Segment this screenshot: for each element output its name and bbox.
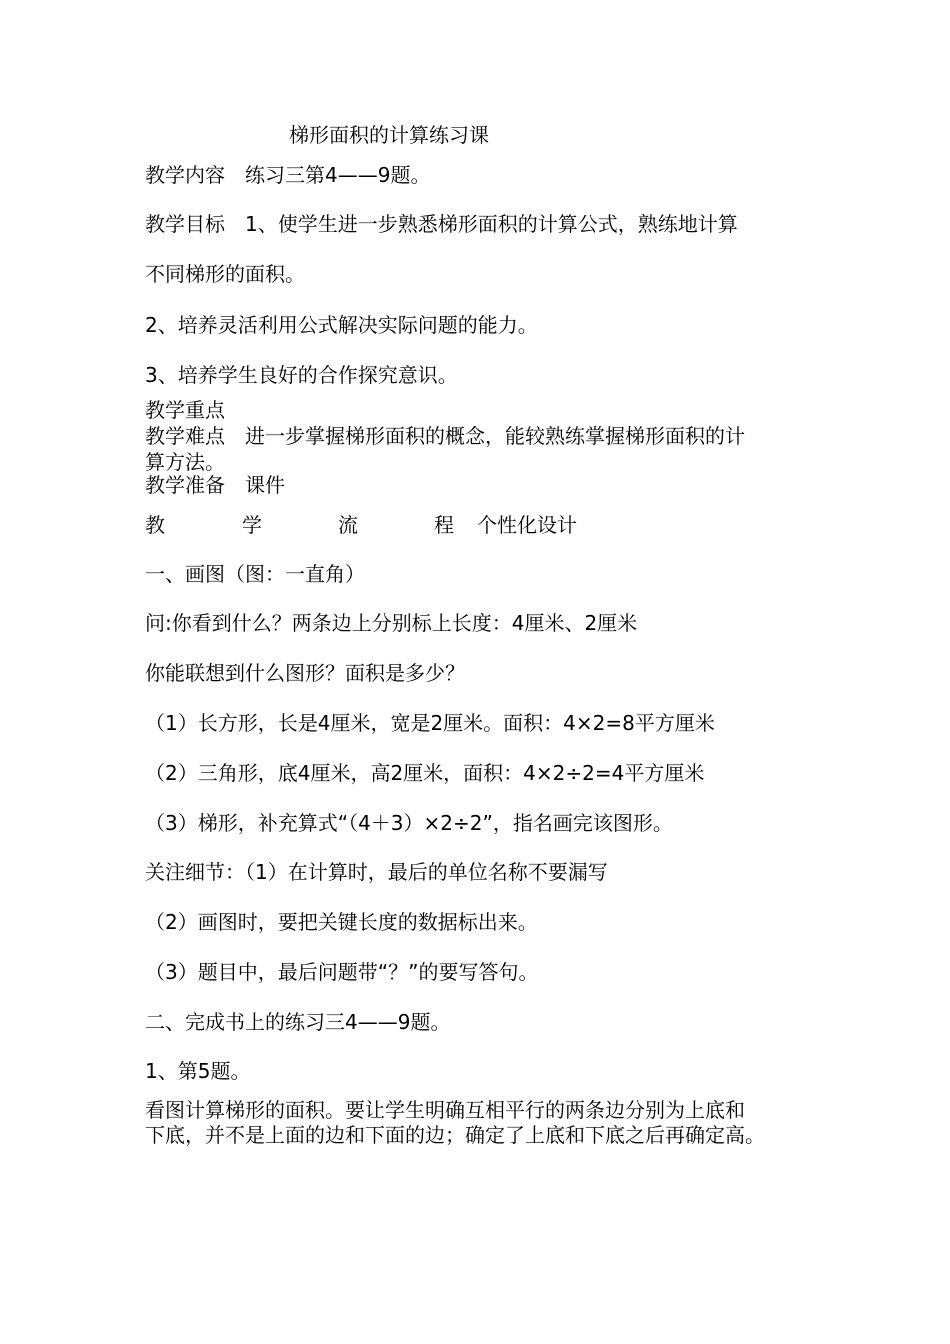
teaching-focus: 教学重点 [145,398,225,422]
teaching-difficulty: 教学难点 进一步掌握梯形面积的概念，能较熟练掌握梯形面积的计 [145,424,745,448]
rectangle-line: （1）长方形，长是4厘米，宽是2厘米。面积：4×2=8平方厘米 [145,711,715,735]
flow-header-c4: 程 [434,513,454,537]
exercise-5-heading: 1、第5题。 [145,1059,251,1083]
exercise-5-text-2: 下底，并不是上面的边和下面的边；确定了上底和下底之后再确定高。 [145,1123,765,1147]
associate-line: 你能联想到什么图形？面积是多少？ [145,661,465,685]
detail-note-1: 关注细节：（1）在计算时，最后的单位名称不要漏写 [145,860,608,884]
section-one-heading: 一、画图（图：一直角） [145,562,365,586]
exercise-5-text-1: 看图计算梯形的面积。要让学生明确互相平行的两条边分别为上底和 [145,1098,745,1122]
detail-note-3: （3）题目中，最后问题带“？”的要写答句。 [145,960,539,984]
flow-header [145,512,577,538]
section-two-heading: 二、完成书上的练习三4——9题。 [145,1010,451,1034]
flow-header-c3: 流 [338,513,358,537]
teaching-preparation: 教学准备 课件 [145,473,285,497]
question-line: 问:你看到什么？两条边上分别标上长度：4厘米、2厘米 [145,611,638,635]
teaching-content: 教学内容 练习三第4——9题。 [145,163,431,187]
trapezoid-line: （3）梯形，补充算式“（4＋3）×2÷2”，指名画完该图形。 [145,811,673,835]
teaching-difficulty-cont: 算方法。 [145,450,225,474]
flow-header-c2: 学 [242,513,262,537]
teaching-goal-1-cont: 不同梯形的面积。 [145,262,305,286]
teaching-goal-1: 教学目标 1、使学生进一步熟悉梯形面积的计算公式，熟练地计算 [145,212,738,236]
detail-note-2: （2）画图时，要把关键长度的数据标出来。 [145,910,538,934]
teaching-goal-3: 3、培养学生良好的合作探究意识。 [145,363,458,387]
teaching-goal-2: 2、培养灵活利用公式解决实际问题的能力。 [145,313,538,337]
flow-header-c1: 教 [145,513,165,537]
document-title: 梯形面积的计算练习课 [289,123,489,147]
triangle-line: （2）三角形，底4厘米，高2厘米，面积：4×2÷2=4平方厘米 [145,761,705,785]
flow-header-c5: 个性化设计 [477,513,577,537]
